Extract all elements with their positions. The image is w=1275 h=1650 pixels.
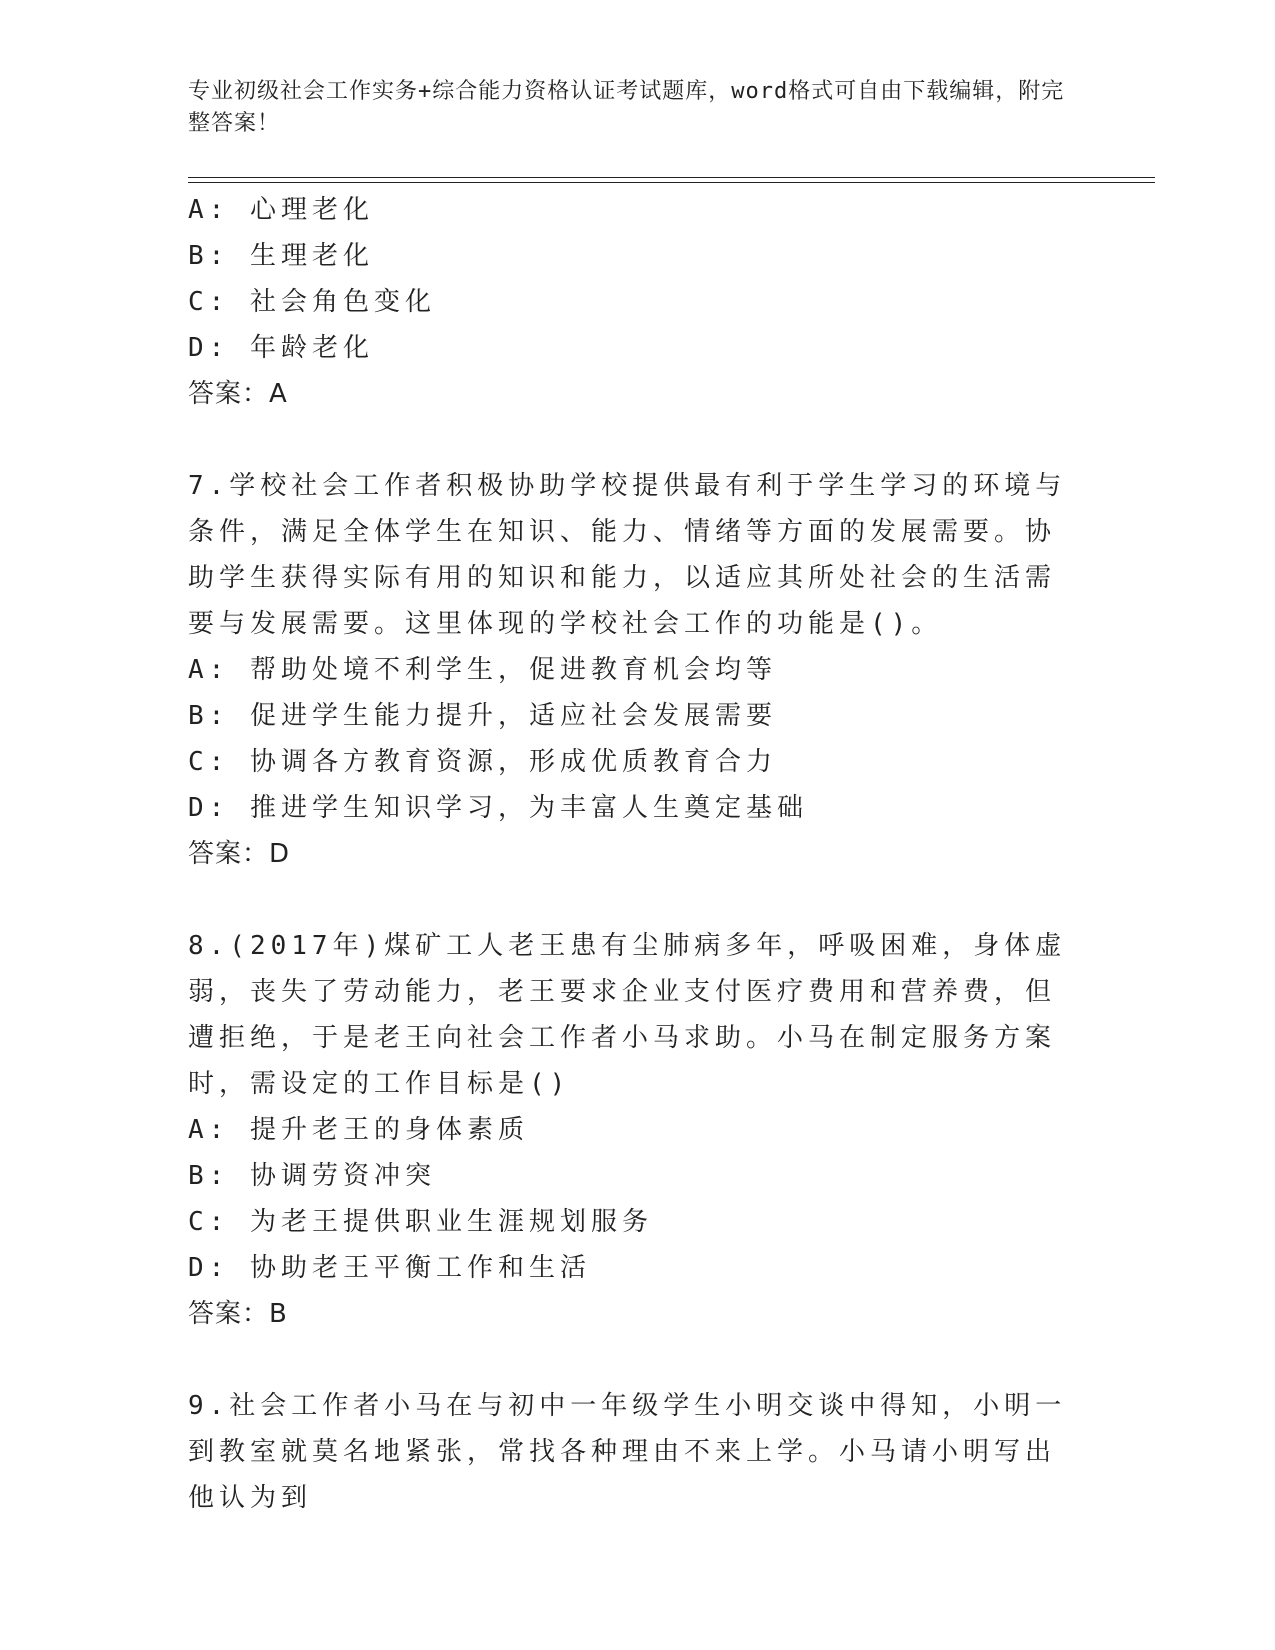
spacer xyxy=(188,877,1068,923)
question-list xyxy=(188,187,1068,1521)
option-d: D: 推进学生知识学习，为丰富人生奠定基础 xyxy=(188,793,808,823)
question-stem: 9.社会工作者小马在与初中一年级学生小明交谈中得知，小明一到教室就莫名地紧张，常找各种理由不来上学。小马请小明写出他认为到 xyxy=(188,1391,1067,1513)
option-a: A: 心理老化 xyxy=(188,195,374,225)
question-stem: 8.(2017年)煤矿工人老王患有尘肺病多年，呼吸困难，身体虚弱，丧失了劳动能力，老王要求企业支付医疗费用和营养费，但遭拒绝，于是老王向社会工作者小马求助。小马在制定服务方案时，需设定的工作目标是() xyxy=(188,931,1067,1099)
question-block xyxy=(188,1383,1068,1521)
question-stem: 7.学校社会工作者积极协助学校提供最有利于学生学习的环境与条件，满足全体学生在知识、能力、情绪等方面的发展需要。协助学生获得实际有用的知识和能力，以适应其所处社会的生活需要与发展需要。这里体现的学校社会工作的功能是()。 xyxy=(188,471,1067,639)
option-b: B: 协调劳资冲突 xyxy=(188,1161,436,1191)
question-block xyxy=(188,463,1068,877)
question-block xyxy=(188,187,1068,417)
option-d: D: 协助老王平衡工作和生活 xyxy=(188,1253,591,1283)
option-b: B: 促进学生能力提升，适应社会发展需要 xyxy=(188,701,777,731)
option-c: C: 协调各方教育资源，形成优质教育合力 xyxy=(188,747,777,777)
spacer xyxy=(188,1337,1068,1383)
spacer xyxy=(188,417,1068,463)
option-a: A: 提升老王的身体素质 xyxy=(188,1115,529,1145)
option-a: A: 帮助处境不利学生，促进教育机会均等 xyxy=(188,655,777,685)
document-header: 专业初级社会工作实务+综合能力资格认证考试题库，word格式可自由下载编辑，附完整答案！ xyxy=(188,79,1065,136)
header-rule-bottom xyxy=(188,182,1155,183)
answer-line: 答案：A xyxy=(188,379,288,409)
question-block xyxy=(188,923,1068,1337)
answer-line: 答案：B xyxy=(188,1299,288,1329)
header-rule-top xyxy=(188,177,1155,178)
option-c: C: 社会角色变化 xyxy=(188,287,436,317)
option-b: B: 生理老化 xyxy=(188,241,374,271)
option-d: D: 年龄老化 xyxy=(188,333,374,363)
answer-line: 答案：D xyxy=(188,839,291,869)
option-c: C: 为老王提供职业生涯规划服务 xyxy=(188,1207,653,1237)
